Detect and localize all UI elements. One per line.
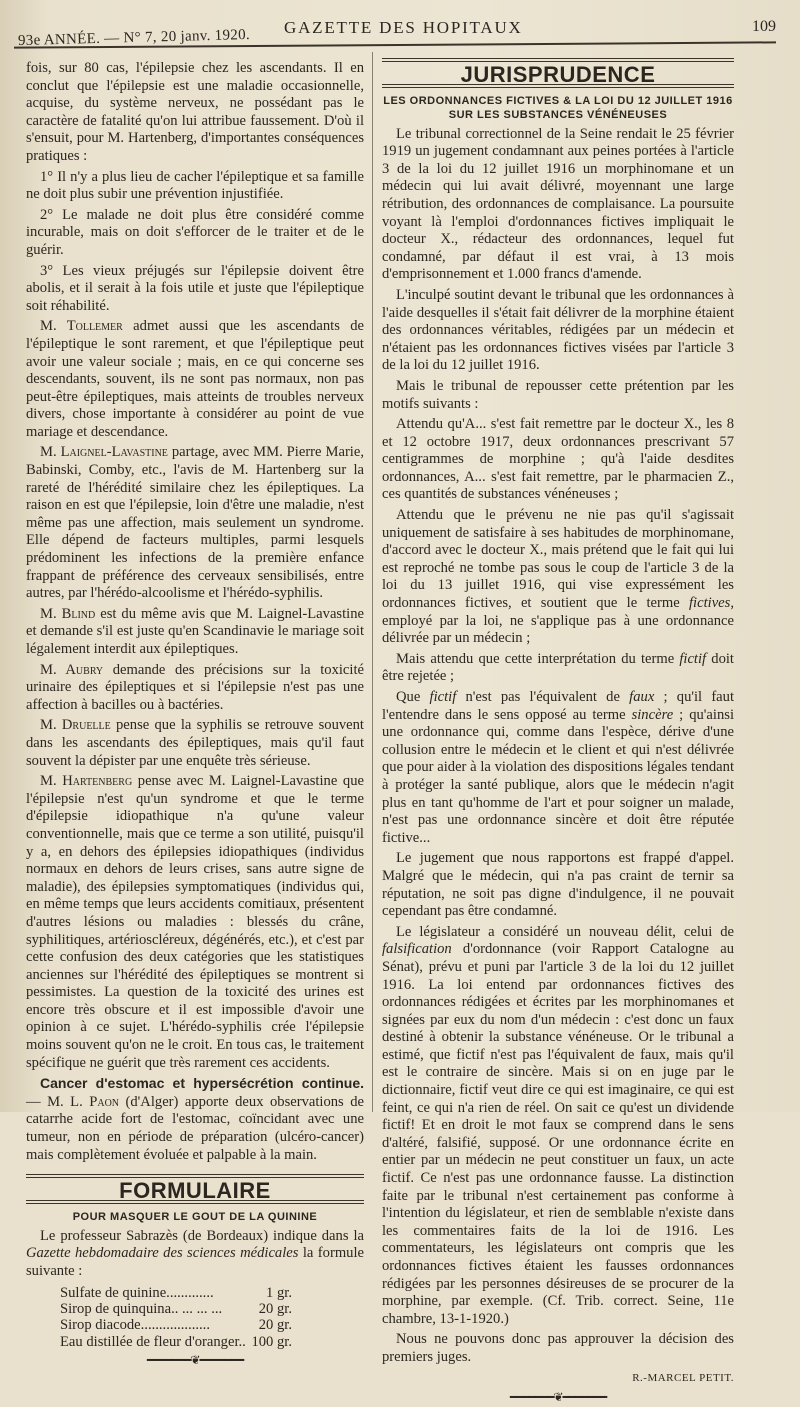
ingredient: Eau distillée de fleur d'oranger.. [60, 1333, 246, 1350]
quantity: 20 gr. [258, 1301, 292, 1317]
paragraph-text: demande des précisions sur la toxicité urinaire des épileptiques et si l'épilepsie n'est pas une affection à bacilles ou à bactéries. [26, 661, 364, 713]
paragraph: Mais le tribunal de repousser cette prétention par les motifs suivants : [382, 377, 734, 412]
italic-term: fictif [429, 689, 457, 705]
paragraph: Le tribunal correctionnel de la Seine rendait le 25 février 1919 un jugement condamnant aux peines portées à l'article 3 de la loi du 12 juillet 1916 un morphinomane et un médecin qui lui avait délivré, moyennant une large rétribution, des ordonnances de complaisance. La poursuite voyant là l'emploi d'ordonnances fictives impliquait le docteur X., rédacteur des ordonnances, lequel fut condamné, par défaut il est vrai, à 13 mois d'emprisonnement et 1.000 francs d'amende. [382, 125, 734, 283]
speaker-name: M. Hartenberg [40, 773, 133, 790]
article-author: — M. L. Paon [26, 1093, 120, 1110]
paragraph-tollemer [26, 318, 364, 441]
jurisprudence-subtitle: LES ORDONNANCES FICTIVES & LA LOI DU 12 JUILLET 1916 SUR LES SUBSTANCES VÉNÉNEUSES [383, 94, 733, 121]
formulaire-title: FORMULAIRE [119, 1178, 271, 1204]
text-run: doit être rejetée ; [382, 650, 734, 685]
text-run: Le législateur a considéré un nouveau délit, celui de [396, 923, 734, 940]
journal-title: GAZETTE DES HOPITAUX [284, 18, 523, 37]
intro-text: Le professeur Sabrazès (de Bordeaux) indique dans la [40, 1227, 364, 1244]
page-number: 109 [752, 18, 776, 35]
italic-term: falsification [382, 941, 452, 958]
issue-line: 93e ANNÉE. — N° 7, 20 janv. 1920. [17, 26, 251, 50]
ingredient: Sirop diacode................... [60, 1317, 210, 1334]
italic-term: fictives [689, 595, 731, 612]
paragraph: 3° Les vieux préjugés sur l'épilepsie doivent être abolis, et il serait à la fois utile et juste que l'épileptique soit réhabilité. [26, 262, 364, 314]
italic-term: sincère [631, 706, 674, 723]
paragraph: Nous ne pouvons donc pas approuver la décision des premiers juges. [382, 1331, 734, 1365]
paragraph-hartenberg [26, 773, 364, 1072]
text-run: , employé par la loi, ne s'applique pas à une ordonnance délivrée par un médecin ; [382, 595, 734, 647]
article-title: Cancer d'estomac et hypersécrétion continue. [40, 1075, 364, 1092]
italic-term: faux [629, 689, 655, 705]
text-run: n'est pas l'équivalent de [456, 689, 630, 705]
paragraph: 1° Il n'y a plus lieu de cacher l'épileptique et sa famille ne doit plus subir une prévention injustifiée. [26, 168, 364, 203]
paragraph-laignel [26, 444, 364, 602]
paragraph [382, 651, 734, 686]
recipe-list [60, 1285, 292, 1351]
recipe-row [60, 1334, 292, 1350]
quantity: 20 gr. [258, 1317, 292, 1334]
italic-term: fictif [679, 650, 707, 667]
text-run: Attendu que le prévenu ne nie pas qu'il s'agissait uniquement de satisfaire à ses habitudes de morphinomane, d'accord avec le docteur X., mais prétend que le fait qui lui est reproché ne tombe pas sous le coup de l'article 3 de la loi du 13 juillet 1916, qui vise expressément les ordonnances fictives, et soutient que le terme [382, 507, 734, 612]
speaker-name: M. Laignel-Lavastine [40, 444, 168, 461]
paragraph-blind [26, 606, 364, 659]
paragraph-cancer [26, 1075, 364, 1164]
quantity: 1 gr. [266, 1284, 292, 1301]
paragraph: 2° Le malade ne doit plus être considéré comme incurable, mais on doit s'efforcer de le traiter et de le guérir. [26, 206, 364, 258]
paragraph [382, 689, 734, 847]
recipe-row [60, 1317, 292, 1333]
ornament-divider: ━━━━━━━❦━━━━━━━ [509, 1390, 607, 1405]
speaker-name: M. Blind [40, 605, 96, 622]
text-run: ; qu'il faut l'entendre dans le sens opposé au terme [382, 689, 735, 723]
speaker-name: M. Tollemer [40, 318, 123, 335]
paragraph-text: (d'Alger) apporte deux observations de catarrhe acide fort de l'estomac, coïncidant avec une tumeur, non en période de préparation (ulcéro-cancer) mais complètement évoluée et palpable à la main. [26, 1093, 364, 1163]
text-run: Que [396, 689, 430, 705]
paragraph: fois, sur 80 cas, l'épilepsie chez les ascendants. Il en conclut que l'épilepsie est une maladie occasionnelle, acquise, du système nerveux, ne possédant pas le caractère de fatalité qu'on lui attribue faussement. D'où il s'ensuit, pour M. Hartenberg, d'importantes conséquences pratiques : [26, 60, 364, 164]
paragraph: Le jugement que nous rapportons est frappé d'appel. Malgré que le médecin, qui n'a pas craint de ternir sa réputation, ne soit pas digne d'indulgence, il ne pouvait cependant pas être condamné. [382, 850, 734, 920]
formulaire-subtitle: POUR MASQUER LE GOUT DE LA QUININE [72, 1210, 318, 1223]
paragraph-druelle [26, 717, 364, 770]
right-column [382, 58, 735, 1405]
paragraph: Attendu qu'A... s'est fait remettre par le docteur X., les 8 et 12 octobre 1917, deux ordonnances prescrivant 57 centigrammes de morphine ; qu'à l'aide desdites ordonnances, A... s'est fait remettre, par le pharmacien Z., ces quantités de substances vénéneuses ; [382, 416, 734, 503]
column-divider [372, 52, 373, 1112]
quantity: 100 gr. [251, 1333, 292, 1350]
intro-text: la formule suivante : [26, 1245, 364, 1279]
ingredient: Sirop de quinquina.. ... ... ... [60, 1301, 223, 1317]
paragraph-text: pense avec M. Laignel-Lavastine que l'épilepsie n'est qu'un syndrome et que le terme d'épilepsie idiopathique n'a qu'une valeur conventionnelle, mais que ce terme a son utilité, puisqu'il y a, en dehors des épilepsies idiopathiques (individus normaux en dehors de leurs crises, sans autre signe de maladie), des épilepsies symptomatiques (individus qui, en même temps que leurs accidents comitiaux, présentent d'autres lésions ou maladies : blessés du crâne, syphilitiques, artérioscléreux, dégénérés, etc.), et c'est par cette confusion des deux catégories que les statistiques anciennes sur l'hérédité des épileptiques se montrent si pessimistes. La question de la toxicité des urines est encore très obscure et il est impossible d'avoir une opinion à ce sujet. L'hérédo-syphilis crée l'épilepsie moins souvent qu'on ne le croit. En tous cas, le traitement spécifique ne guérit que très rarement ces accidents. [26, 773, 364, 1071]
author-signature: R.-MARCEL PETIT. [632, 1371, 734, 1384]
paragraph-text: est du même avis que M. Laignel-Lavastine et demande s'il est juste qu'en Scandinavie le mariage soit légalement interdit aux épileptiques. [26, 605, 364, 657]
jurisprudence-title: JURISPRUDENCE [460, 62, 656, 87]
ornament-divider: ━━━━━━━❦━━━━━━━ [146, 1353, 244, 1368]
paragraph: L'inculpé soutint devant le tribunal que les ordonnances à l'aide desquelles il s'était fait délivrer de la morphine étaient des ordonnances véritables, rédigées par un médecin et n'étaient pas les ordonnances fictives visées par l'article 3 de la loi du 12 juillet 1916. [382, 286, 734, 374]
text-run: Mais attendu que cette interprétation du terme [396, 650, 680, 667]
paragraph-text: pense que la syphilis se retrouve souvent dans les ascendants des épileptiques, mais qu'il faut souvent la dépister par une enquête très sérieuse. [26, 717, 364, 769]
paragraph [382, 507, 734, 648]
speaker-name: M. Druelle [40, 717, 111, 734]
ingredient: Sulfate de quinine............. [60, 1284, 214, 1301]
recipe-row [60, 1301, 292, 1317]
journal-name: Gazette hebdomadaire des sciences médicales [26, 1245, 299, 1262]
text-run: d'ordonnance (voir Rapport Catalogne au Sénat), prévu et puni par l'article 3 de la loi du 12 juillet 1916. La loi entend par ordonnances fictives des ordonnances rédigées et écrites par les morphinomanes et signées par eux du nom d'un médecin : c'est donc un faux destiné à obtenir la substance vénéneuse. Or le tribunal a estimé, que fictif n'est pas l'équivalent de faux, mais qu'il est le contraire de sincère. Mais si on en juge par le dictionnaire, fictif veut dire ce qui est imaginaire, ce qui est feint, ce qui n'a rien de réel. On sait ce qu'est un dividende fictif! Et en droit le mot faux se comprend dans le sens d'altéré, falsifié, supposé. Or une ordonnance écrite en entier par un médecin ne peut constituer un faux, un acte fictif. Ce n'est pas une ordonnance fausse. La distinction faite par le tribunal n'est certainement pas conforme à l'intention du législateur, et rien de semblable n'existe dans les commentaires faits de la loi de 1916. Les commentateurs, les législateurs ont compris que les ordonnances fictives étaient les fausses ordonnances rédigées par les personnes désireuses de se procurer de la morphine, par exemple. (Cf. Trib. correct. Seine, 11e chambre, 13-1-1920.) [382, 941, 734, 1327]
paragraph-aubry [26, 662, 364, 715]
left-column [26, 60, 365, 1368]
paragraph-text: partage, avec MM. Pierre Marie, Babinski, Comby, etc., l'avis de M. Hartenberg sur la rareté de l'hérédité similaire chez les épileptiques. La raison en est que l'épilepsie, loin d'être une maladie, n'est même pas une affection, mais seulement un syndrome. Elle dépend de facteurs multiples, parmi lesquels prédominent les infections de la première enfance frappant de préférence des cerveaux sensibilisés, entre autres, par l'hérédo-alcoolisme et l'hérédo-syphilis. [26, 444, 364, 602]
paragraph [382, 924, 734, 1329]
speaker-name: M. Aubry [40, 661, 104, 678]
text-run: ; qu'ainsi une ordonnance qui, comme dans l'espèce, dérive d'une collusion entre le médecin et le client et qui n'est délivrée que pour aider à la violation des dispositions légales tendant à protéger la santé publique, alors que le médecin n'agit plus en tant qu'homme de l'art et pour soigner un malade, n'est pas une ordonnance sincère et doit être réputée fictive... [382, 706, 734, 846]
paragraph-text: admet aussi que les ascendants de l'épileptique le sont rarement, et que l'épileptique peut avoir une valeur sociale ; mais, en ce qui concerne ses descendants, souvent, ils ne sont pas normaux, non pas peut-être épileptiques, mais atteints de troubles nerveux divers, chose importante à considérer au point de vue mariage et descendance. [26, 318, 365, 440]
recipe-row [60, 1285, 292, 1301]
formulaire-intro [26, 1228, 364, 1281]
